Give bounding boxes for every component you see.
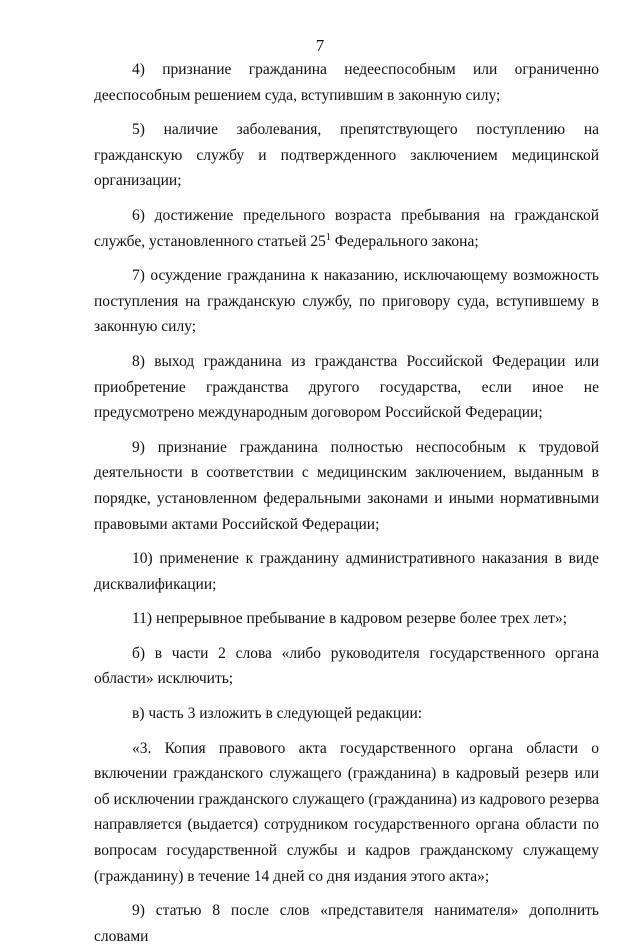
article-superscript: 1 bbox=[325, 231, 331, 243]
paragraph-subitem-v: в) часть 3 изложить в следующей редакции: bbox=[132, 705, 423, 723]
paragraph-subitem-b: б) в части 2 слова «либо руководителя государственного органа области» исключить; bbox=[94, 644, 599, 688]
paragraph-part-3-quote: «3. Копия правового акта государственного органа области о включении гражданского служащего (гражданина) в кадровый резерв или об исключении гражданского служащего (гражданина) из кадрового резерва направляется (выдается) сотрудником государственного органа области по вопросам государственной службы и кадров гражданскому служащему (гражданину) в течение 14 дней со дня издания этого акта»; bbox=[94, 739, 599, 885]
paragraph-item-8: 8) выход гражданина из гражданства Российской Федерации или приобретение гражданства другого государства, если иное не предусмотрено международным договором Российской Федерации; bbox=[94, 352, 599, 422]
paragraph-item-7: 7) осуждение гражданина к наказанию, исключающему возможность поступления на гражданскую службу, по приговору суда, вступившему в законную силу; bbox=[94, 267, 599, 336]
paragraph-item-6-text: 6) достижение предельного возраста пребывания на гражданской службе, установленного статьей 25 bbox=[94, 206, 599, 250]
paragraph-item-6 bbox=[94, 203, 599, 254]
paragraph-item-9: 9) признание гражданина полностью неспособным к трудовой деятельности в соответствии с медицинским заключением, выданным в порядке, установленном федеральными законами и иными нормативными правовыми актами Российской Федерации; bbox=[94, 438, 599, 533]
paragraph-item-9-article-8: 9) статью 8 после слов «представителя нанимателя» дополнить словами bbox=[94, 902, 599, 945]
paragraph-item-11: 11) непрерывное пребывание в кадровом резерве более трех лет»; bbox=[132, 610, 568, 628]
paragraph-item-10: 10) применение к гражданину административного наказания в виде дисквалификации; bbox=[94, 550, 599, 593]
paragraph-item-4: 4) признание гражданина недееспособным или ограниченно дееспособным решением суда, вступившим в законную силу; bbox=[94, 61, 599, 104]
paragraph-item-5: 5) наличие заболевания, препятствующего поступлению на гражданскую службу и подтвержденного заключением медицинской организации; bbox=[94, 121, 599, 190]
document-body bbox=[94, 57, 599, 949]
page-number: 7 bbox=[315, 36, 325, 55]
paragraph-item-6-text-end: Федерального закона; bbox=[330, 232, 479, 250]
